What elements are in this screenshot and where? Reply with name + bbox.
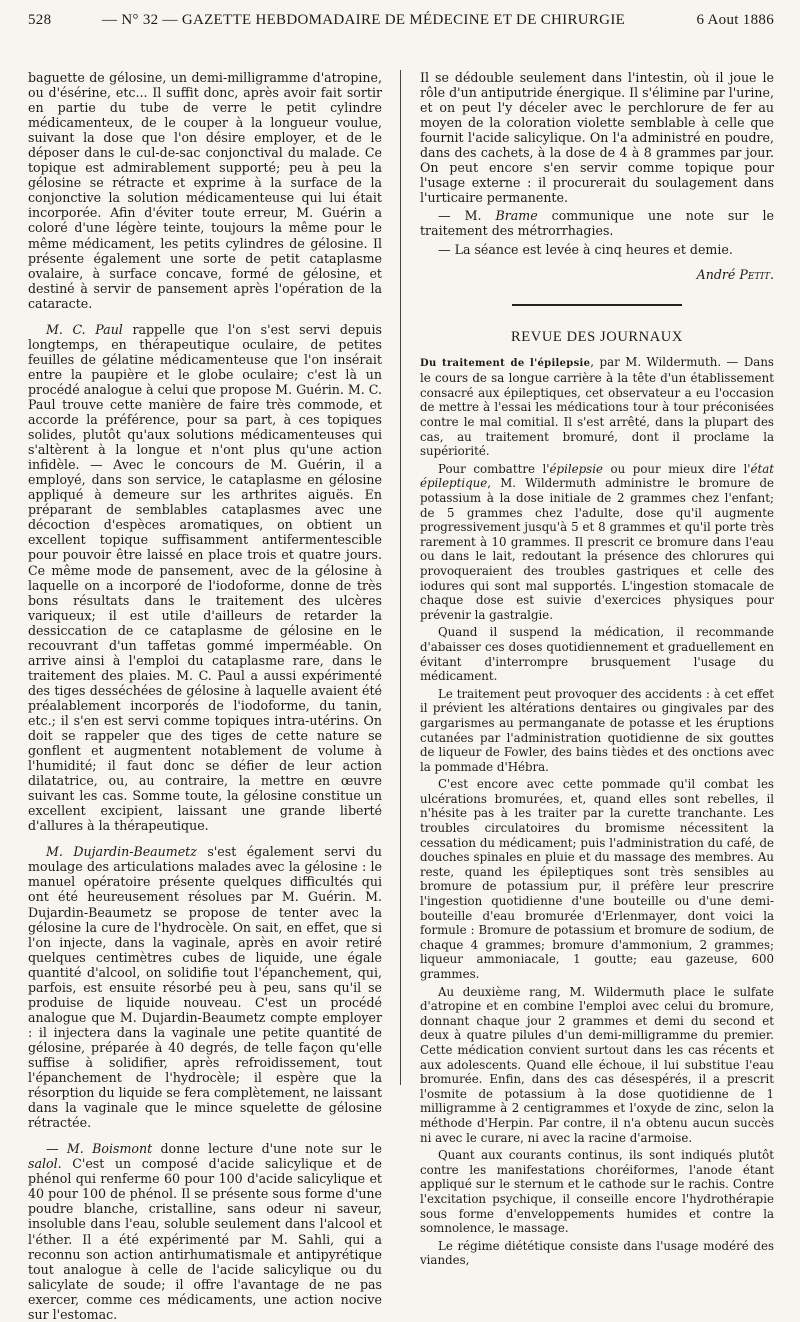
paragraph: — La séance est levée à cinq heures et demie. <box>438 241 733 257</box>
issue-date: 6 Aout 1886 <box>696 12 774 28</box>
column-divider <box>400 70 401 1085</box>
paragraph: Quant aux courants continus, ils sont indiqués plutôt contre les manifestations choréiformes, l'anode étant appliqué sur le sternum et le cathode sur le rachis. Contre l'excitation psychique, il conseille encore l'hydrothérapie sous forme d'enveloppements humides et contre la somnolence, le massage. <box>420 1148 774 1236</box>
paragraph: Au deuxième rang, M. Wildermuth place le sulfate d'atropine et en combine l'emploi avec celui du bromure, donnant chaque jour 2 grammes et demi du second et deux à quatre pilules d'un demi-milligramme du premier. Cette médication convient surtout dans les cas récents et aux adolescents. Quand elle échoue, il lui substitue l'eau bromurée. Enfin, dans des cas désespérés, il a prescrit l'osmite de potassium à la dose quotidienne de 1 milligramme à 2 centigrammes et l'oxyde de zinc, selon la méthode d'Herpin. Par contre, il n'a obtenu aucun succès ni avec le curare, ni avec la racine d'armoise. <box>420 984 774 1145</box>
article-lead: Du traitement de l'épilepsie <box>420 357 591 369</box>
page-header <box>28 12 774 40</box>
paragraph: Le régime diététique consiste dans l'usage modéré des viandes, <box>420 1238 774 1268</box>
page-number: 528 <box>28 12 52 28</box>
journal-title: — N° 32 — GAZETTE HEBDOMADAIRE DE MÉDECINE ET DE CHIRURGIE <box>102 12 626 28</box>
paragraph: Quand il suspend la médication, il recommande d'abaisser ces doses quotidiennement et graduellement en évitant d'interrompre brusquement l'usage du médicament. <box>420 625 774 684</box>
speaker-name: M. C. Paul <box>46 321 123 337</box>
left-column <box>28 70 382 1322</box>
paragraph: M. Dujardin-Beaumetz s'est également servi du moulage des articulations malades avec la gélosine : le manuel opératoire présente quelques difficultés qui ont été heureusement résolues par M. Guérin. M. Dujardin-Beaumetz se propose de tenter avec la gélosine la cure de l'hydrocèle. On sait, en effet, que si l'on injecte, dans la vaginale, après en avoir retiré quelques centimètres cubes de liquide, une égale quantité d'alcool, on solidifie tout l'épanchement, qui, parfois, est ensuite résorbé peu à peu, sans qu'il se produise de liquide nouveau. C'est un procédé analogue que M. Dujardin-Beaumetz compte employer : il injectera dans la vaginale une petite quantité de gélosine, préparée à 40 degrés, de telle façon qu'elle suffise à solidifier, après refroidissement, tout l'épanchement de l'hydrocèle; il espère que la résorption du liquide se fera complètement, ne laissant dans la vaginale que le mince squelette de gélosine rétractée. <box>28 844 382 1131</box>
paragraph: Du traitement de l'épilepsie, par M. Wildermuth. — Dans le cours de sa longue carrière à la tête d'un établissement consacré aux épileptiques, cet observateur a eu l'occasion de mettre à l'essai les médications tour à tour préconisées contre le mal comitial. Il s'est arrêté, dans la plupart des cas, au traitement bromuré, dont il proclame la supériorité. <box>420 354 774 459</box>
newspaper-page <box>28 12 774 1322</box>
paragraph: Il se dédouble seulement dans l'intestin, où il joue le rôle d'un antiputride énergique. Il s'élimine par l'urine, et on peut l'y déceler avec le perchlorure de fer au moyen de la coloration violette semblable à celle que fournit l'acide salicylique. On l'a administré en poudre, dans des cachets, à la dose de 4 à 8 grammes par jour. On peut encore s'en servir comme topique pour l'usage externe : il procurerait du soulagement dans l'urticaire permanente. <box>420 70 774 206</box>
section-title: REVUE DES JOURNAUX <box>511 328 683 345</box>
review-body <box>420 355 774 1268</box>
right-column <box>420 70 774 1268</box>
signature: André Petit. <box>696 266 774 282</box>
paragraph: — M. Brame communique une note sur le traitement des métrorrhagies. <box>420 208 774 239</box>
paragraph: Pour combattre l'épilepsie ou pour mieux dire l'état épileptique, M. Wildermuth administre le bromure de potassium à la dose initiale de 2 grammes chez l'enfant; de 5 grammes chez l'adulte, dose qu'il augmente progressivement jusqu'à 5 et 8 grammes et qu'il porte très rarement à 10 grammes. Il prescrit ce bromure dans l'eau ou dans le lait, redoutant la présence des chlorures qui provoqueraient des troubles gastriques et celle des iodures qui sont mal supportés. L'ingestion stomacale de chaque dose est suivie d'exercices physiques pour prévenir la gastralgie. <box>420 461 774 622</box>
section-divider <box>512 304 682 306</box>
paragraph: M. C. Paul rappelle que l'on s'est servi depuis longtemps, en thérapeutique oculaire, de petites feuilles de gélatine médicamenteuse que l'on insérait entre la paupière et le globe oculaire; c'est là un procédé analogue à celui que propose M. Guérin. M. C. Paul trouve cette manière de faire très commode, et accorde la préférence, pour sa part, à ces topiques solides, plutôt qu'aux solutions médicamenteuses qui s'altèrent à la longue et n'ont plus qu'une action infidèle. — Avec le concours de M. Guérin, il a employé, dans son service, le cataplasme en gélosine appliqué à demeure sur les arthrites aiguës. En préparant de semblables cataplasmes avec une décoction d'espèces aromatiques, on obtient un excellent topique suffisamment antifermentescible pour pouvoir être laissé en place trois et quatre jours. Ce même mode de pansement, avec de la gélosine à laquelle on a incorporé de l'iodoforme, donne de très bons résultats dans le traitement des ulcères variqueux; il est utile d'ailleurs de retarder la dessiccation de ce cataplasme de gélosine en le recouvrant d'un taffetas gommé imperméable. On arrive ainsi à l'emploi du cataplasme rare, dans le traitement des plaies. M. C. Paul a aussi expérimenté des tiges desséchées de gélosine à laquelle avaient été préalablement incorporés de l'iodoforme, du tanin, etc.; il s'en est servi comme topiques intra-utérins. On doit se rappeler que des tiges de cette nature se gonflent et augmentent notablement de volume à l'humidité; il faut donc se défier de leur action dilatatrice, ou, au contraire, la mettre en œuvre suivant les cas. Somme toute, la gélosine constitue un excellent excipient, laissant une grande liberté d'allures à la thérapeutique. <box>28 321 382 834</box>
speaker-name: M. Dujardin-Beaumetz <box>46 844 197 860</box>
speaker-name: Brame <box>495 208 538 224</box>
paragraph: — M. Boismont donne lecture d'une note sur le salol. C'est un composé d'acide salicylique et de phénol qui renferme 60 pour 100 d'acide salicylique et 40 pour 100 de phénol. Il se présente sous forme d'une poudre blanche, cristalline, sans odeur ni saveur, insoluble dans l'eau, soluble seulement dans l'alcool et l'éther. Il a été expérimenté par M. Sahli, qui a reconnu son action antirhumatismale et antipyrétique tout analogue à celle de l'acide salicylique ou du salicylate de soude; il offre l'avantage de ne pas exercer, comme ces médicaments, une action nocive sur l'estomac. <box>28 1141 382 1322</box>
paragraph: baguette de gélosine, un demi-milligramme d'atropine, ou d'ésérine, etc... Il suffit donc, après avoir fait sortir en partie du tube de verre le petit cylindre médicamenteux, de le couper à la longueur voulue, suivant la dose que l'on désire employer, et de le déposer dans le cul-de-sac conjonctival du malade. Ce topique est admirablement supporté; peu à peu la gélosine se rétracte et exprime à la surface de la conjonctive la solution médicamenteuse qui lui était incorporée. Afin d'éviter toute erreur, M. Guérin a coloré d'une légère teinte, toujours la même pour le même médicament, les petits cylindres de gélosine. Il présente également une sorte de petit cataplasme ovalaire, à surface concave, formé de gélosine, et destiné à servir de pansement après l'opération de la cataracte. <box>28 70 382 311</box>
paragraph: C'est encore avec cette pommade qu'il combat les ulcérations bromurées, et, quand elles sont rebelles, il n'hésite pas à les traiter par la curette tranchante. Les troubles circulatoires du bromisme nécessitent la cessation du médicament; puis l'administration du café, de douches spinales en pluie et du massage des membres. Au reste, quand les épileptiques sont très sensibles au bromure de potassium pur, il préfère leur prescrire l'ingestion quotidienne d'une bouteille ou d'une demi-bouteille d'eau bromurée d'Erlenmayer, dont voici la formule : Bromure de potassium et bromure de sodium, de chaque 4 grammes; bromure d'ammonium, 2 grammes; liqueur ammoniacale, 1 goutte; eau gazeuse, 600 grammes. <box>420 777 774 981</box>
paragraph: Le traitement peut provoquer des accidents : à cet effet il prévient les altérations dentaires ou gingivales par des gargarismes au permanganate de potasse et les éruptions cutanées par l'administration quotidienne de six gouttes de liqueur de Fowler, des bains tièdes et des onctions avec la pommade d'Hébra. <box>420 686 774 774</box>
speaker-name: M. Boismont <box>66 1141 153 1157</box>
